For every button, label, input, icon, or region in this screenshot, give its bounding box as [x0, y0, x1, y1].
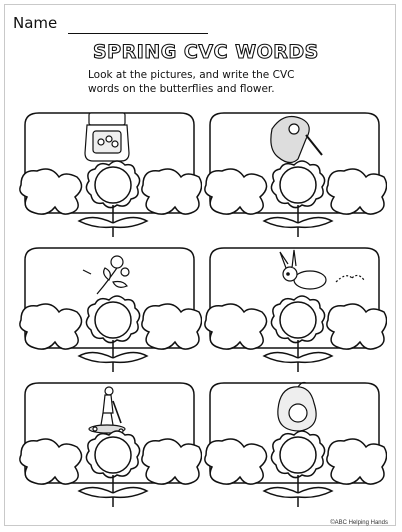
butterfly-right-writing-space[interactable] — [142, 169, 202, 214]
butterfly-left-writing-space[interactable] — [20, 439, 82, 484]
jam-jar-icon — [85, 113, 129, 161]
butterfly-left-writing-space[interactable] — [20, 169, 82, 214]
butterfly-right-writing-space[interactable] — [327, 304, 387, 349]
butterfly-right-writing-space[interactable] — [327, 169, 387, 214]
word-panel-6 — [202, 375, 387, 510]
copyright-text: ©ABC Helping Hands — [330, 520, 388, 526]
name-write-line[interactable] — [68, 33, 208, 34]
butterfly-right-writing-space[interactable] — [142, 439, 202, 484]
word-panel-2 — [202, 105, 387, 240]
worksheet-title: SPRING CVC WORDS — [93, 41, 319, 63]
instructions-line-2: words on the butterflies and flower. — [88, 83, 275, 95]
word-panel-3 — [17, 240, 202, 375]
word-panel-1 — [17, 105, 202, 240]
butterfly-right-writing-space[interactable] — [327, 439, 387, 484]
butterfly-right-writing-space[interactable] — [142, 304, 202, 349]
butterfly-left-writing-space[interactable] — [205, 439, 267, 484]
word-panel-4 — [202, 240, 387, 375]
name-label: Name — [13, 14, 58, 32]
instructions-line-1: Look at the pictures, and write the CVC — [88, 69, 295, 81]
butterfly-left-writing-space[interactable] — [20, 304, 82, 349]
word-panel-5 — [17, 375, 202, 510]
butterfly-left-writing-space[interactable] — [205, 169, 267, 214]
instructions — [88, 68, 358, 96]
butterfly-left-writing-space[interactable] — [205, 304, 267, 349]
